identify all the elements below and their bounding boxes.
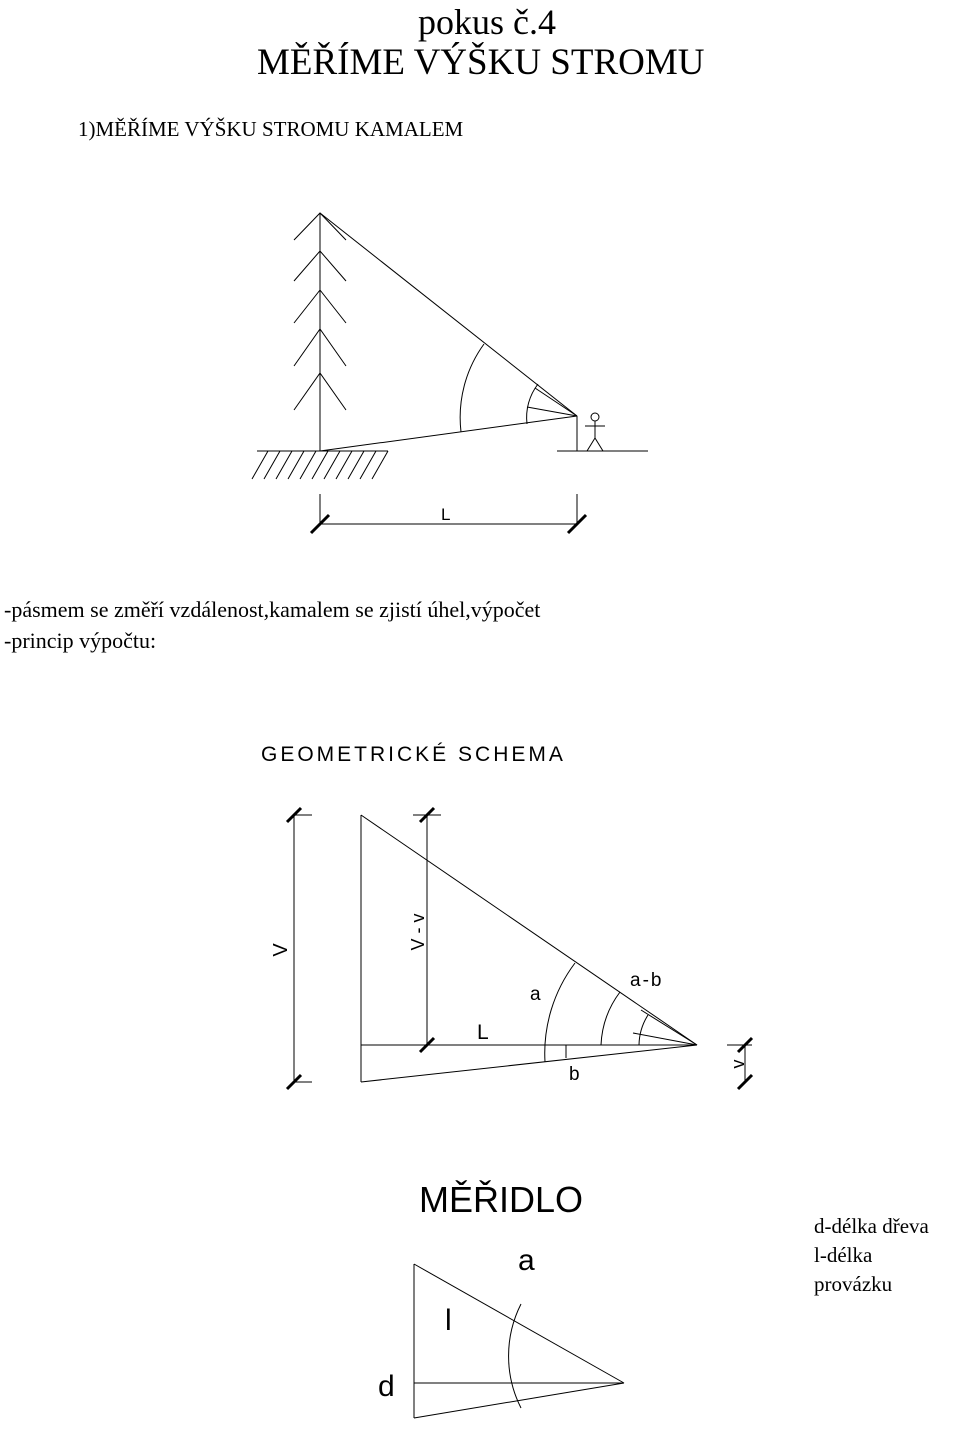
arc-angle-small (639, 1015, 648, 1045)
ground-hatch (252, 451, 388, 479)
section-heading: 1)MĚŘÍME VÝŠKU STROMU KAMALEM (78, 117, 464, 141)
label-distance: L (477, 1021, 489, 1044)
label-eye-height: v (728, 1059, 748, 1069)
meridlo-title: MĚŘIDLO (419, 1179, 584, 1220)
meridlo-angle-arc (509, 1304, 521, 1408)
label-angle-a: a (530, 984, 541, 1005)
description-line-1: -pásmem se změří vzdálenost,kamalem se zjistí úhel,výpočet (4, 597, 541, 622)
schema-title: GEOMETRICKÉ SCHEMA (261, 743, 566, 766)
label-angle-diff: a-b (630, 970, 664, 991)
legend-item: provázku (814, 1272, 893, 1296)
geometric-schema (270, 808, 752, 1089)
meridlo-diagram (378, 1244, 624, 1418)
tree-icon (294, 213, 346, 451)
page-subtitle: MĚŘÍME VÝŠKU STROMU (257, 42, 705, 83)
arc-angle-a (545, 963, 575, 1062)
label-upper-height: V - v (408, 913, 428, 951)
meridlo-legend (814, 1212, 929, 1299)
sight-line-top (320, 213, 577, 416)
sight-line-bottom (320, 416, 577, 451)
label-total-height: V (270, 943, 292, 957)
meridlo-label-a: a (518, 1244, 535, 1277)
label-angle-b: b (569, 1064, 580, 1085)
description-line-2: -princip výpočtu: (4, 628, 157, 653)
meridlo-string-bottom (414, 1383, 624, 1418)
schema-triangle-base (361, 1045, 697, 1082)
meridlo-label-d: d (378, 1370, 395, 1403)
distance-label: L (441, 505, 451, 524)
legend-item: d-délka dřeva (814, 1214, 929, 1238)
legend-item: l-délka (814, 1243, 873, 1267)
meridlo-label-l: l (445, 1304, 452, 1337)
person-icon (577, 413, 605, 451)
page-title: pokus č.4 (418, 2, 556, 42)
angle-arc-large (460, 344, 484, 432)
angle-arc-small (527, 384, 538, 424)
arc-angle-diff (601, 992, 620, 1045)
tree-measurement-scene (252, 213, 648, 533)
